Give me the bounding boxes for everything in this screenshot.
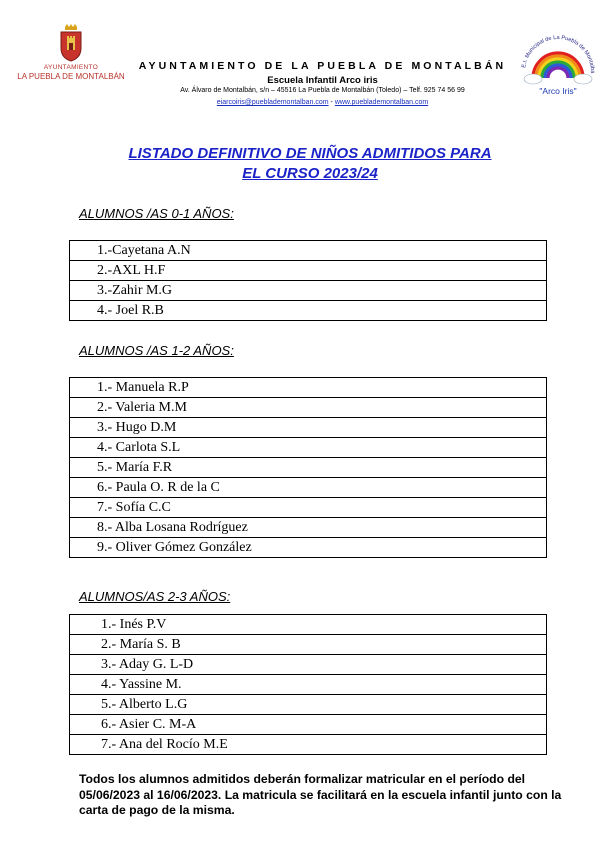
table-row — [70, 301, 547, 321]
coat-of-arms-icon — [58, 24, 84, 62]
student-entry: 7.- Sofía C.C — [70, 498, 547, 518]
logo-left-line1: AYUNTAMIENTO — [43, 64, 99, 71]
table-row — [70, 378, 547, 398]
student-entry: 1.-Cayetana A.N — [70, 241, 547, 261]
students-table-0-1 — [69, 240, 547, 321]
table-row — [70, 261, 547, 281]
table-row — [70, 458, 547, 478]
student-entry: 2.-AXL H.F — [70, 261, 547, 281]
link-separator: - — [328, 99, 335, 106]
logo-right-name: "Arco Iris" — [539, 86, 577, 96]
student-entry: 3.- Aday G. L-D — [70, 655, 547, 675]
table-row — [70, 715, 547, 735]
table-row — [70, 478, 547, 498]
student-entry: 6.- Asier C. M-A — [70, 715, 547, 735]
document-title-line2: EL CURSO 2023/24 — [242, 165, 378, 182]
email-link[interactable]: eiarcoiris@pueblademontalban.com — [216, 99, 329, 106]
student-entry: 1.- Manuela R.P — [70, 378, 547, 398]
logo-left-line2: LA PUEBLA DE MONTALBÁN — [17, 72, 125, 81]
enrollment-note: Todos los alumnos admitidos deberán formalizar matricular en el período del 05/06/2023 al 16/06/2023. La matricula se facilitará en la escuela infantil junto con la carta de pago de la misma. — [79, 772, 562, 817]
table-row — [70, 438, 547, 458]
students-table-1-2 — [69, 377, 547, 558]
school-logo — [515, 32, 601, 102]
table-row — [70, 635, 547, 655]
table-row — [70, 615, 547, 635]
table-row — [70, 281, 547, 301]
student-entry: 9.- Oliver Gómez González — [70, 538, 547, 558]
table-row — [70, 241, 547, 261]
contact-links — [125, 99, 520, 106]
table-row — [70, 538, 547, 558]
table-row — [70, 675, 547, 695]
municipality-logo — [16, 24, 126, 94]
group-heading-1-2: ALUMNOS /AS 1-2 AÑOS: — [79, 343, 234, 358]
student-entry: 6.- Paula O. R de la C — [70, 478, 547, 498]
table-row — [70, 498, 547, 518]
table-row — [70, 398, 547, 418]
student-entry: 5.- María F.R — [70, 458, 547, 478]
student-entry: 3.- Hugo D.M — [70, 418, 547, 438]
student-entry: 2.- María S. B — [70, 635, 547, 655]
website-link[interactable]: www.pueblademontalban.com — [334, 99, 429, 106]
student-entry: 8.- Alba Losana Rodríguez — [70, 518, 547, 538]
student-entry: 3.-Zahir M.G — [70, 281, 547, 301]
student-entry: 4.- Joel R.B — [70, 301, 547, 321]
student-entry: 4.- Carlota S.L — [70, 438, 547, 458]
school-name: Escuela Infantil Arco iris — [267, 75, 378, 86]
school-address: Av. Álvaro de Montalbán, s/n – 45516 La Puebla de Montalbán (Toledo) – Telf. 925 74 56 99 — [180, 87, 465, 94]
table-row — [70, 418, 547, 438]
table-row — [70, 695, 547, 715]
document-title-line1: LISTADO DEFINITIVO DE NIÑOS ADMITIDOS PARA — [128, 145, 492, 162]
student-entry: 4.- Yassine M. — [70, 675, 547, 695]
table-row — [70, 735, 547, 755]
table-row — [70, 655, 547, 675]
student-entry: 7.- Ana del Rocío M.E — [70, 735, 547, 755]
table-row — [70, 518, 547, 538]
student-entry: 2.- Valeria M.M — [70, 398, 547, 418]
student-entry: 5.- Alberto L.G — [70, 695, 547, 715]
student-entry: 1.- Inés P.V — [70, 615, 547, 635]
group-heading-2-3: ALUMNOS/AS 2-3 AÑOS: — [79, 589, 231, 604]
group-heading-0-1: ALUMNOS /AS 0-1 AÑOS: — [79, 206, 234, 221]
students-table-2-3 — [69, 614, 547, 755]
logo-arc-text: E.I. Municipal de La Puebla de Montalbá — [521, 34, 596, 74]
org-title: AYUNTAMIENTO DE LA PUEBLA DE MONTALBÁN — [138, 60, 507, 72]
rainbow-logo-icon — [515, 32, 601, 102]
